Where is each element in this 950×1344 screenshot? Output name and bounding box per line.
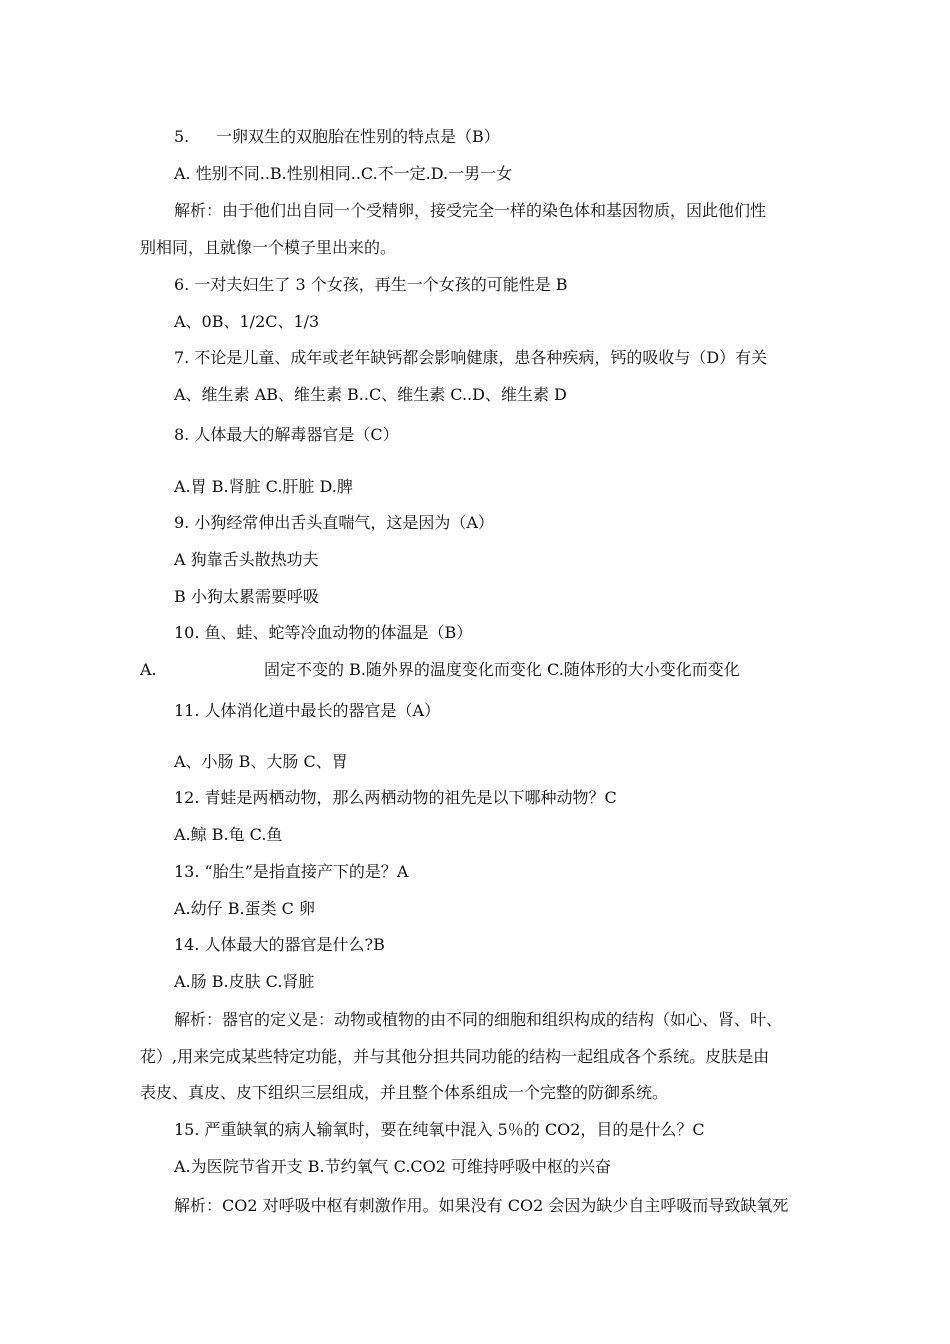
question-15-analysis: 解析：CO2 对呼吸中枢有刺激作用。如果没有 CO2 会因为缺少自主呼吸而导致缺氧死	[174, 1196, 789, 1215]
question-10-options	[140, 660, 740, 680]
question-9-option-a: A 狗靠舌头散热功夫	[174, 550, 319, 569]
question-13-options: A.幼仔 B.蛋类 C 卵	[174, 899, 315, 918]
question-14-analysis-cont-1: 花）,用来完成某些特定功能，并与其他分担共同功能的结构一起组成各个系统。皮肤是由	[140, 1047, 770, 1066]
question-5	[174, 127, 500, 147]
question-5-analysis-cont: 别相同，且就像一个模子里出来的。	[140, 238, 397, 257]
question-8: 8. 人体最大的解毒器官是（C）	[174, 425, 399, 444]
question-9: 9. 小狗经常伸出舌头直喘气，这是因为（A）	[174, 513, 494, 532]
question-7: 7. 不论是儿童、成年或老年缺钙都会影响健康，患各种疾病，钙的吸收与（D）有关	[174, 348, 768, 367]
option-text: 固定不变的 B.随外界的温度变化而变化 C.随体形的大小变化而变化	[264, 660, 740, 679]
question-text: 一卵双生的双胞胎在性别的特点是（B）	[216, 127, 500, 146]
question-7-options: A、维生素 AB、维生素 B..C、维生素 C..D、维生素 D	[174, 385, 567, 404]
question-15-options: A.为医院节省开支 B.节约氧气 C.CO2 可维持呼吸中枢的兴奋	[174, 1157, 612, 1176]
option-label: A.	[140, 660, 157, 679]
question-12: 12. 青蛙是两栖动物，那么两栖动物的祖先是以下哪种动物？C	[174, 788, 617, 807]
question-10: 10. 鱼、蛙、蛇等冷血动物的体温是（B）	[174, 623, 473, 642]
question-5-options: A. 性别不同..B.性别相同..C.不一定.D.一男一女	[174, 164, 513, 183]
question-14-analysis: 解析：器官的定义是：动物或植物的由不同的细胞和组织构成的结构（如心、肾、叶、	[174, 1010, 783, 1029]
question-number: 5.	[174, 127, 190, 146]
question-6-options: A、0B、1/2C、1/3	[174, 312, 320, 331]
question-5-analysis: 解析：由于他们出自同一个受精卵，接受完全一样的染色体和基因物质，因此他们性	[174, 201, 767, 220]
question-13: 13. “胎生”是指直接产下的是？A	[174, 862, 409, 881]
question-9-option-b: B 小狗太累需要呼吸	[174, 587, 319, 606]
question-11-options: A、小肠 B、大肠 C、胃	[174, 752, 348, 771]
question-14-analysis-cont-2: 表皮、真皮、皮下组织三层组成，并且整个体系组成一个完整的防御系统。	[140, 1083, 669, 1102]
question-11: 11. 人体消化道中最长的器官是（A）	[174, 701, 441, 720]
question-14-options: A.肠 B.皮肤 C.肾脏	[174, 972, 315, 991]
question-6: 6. 一对夫妇生了 3 个女孩，再生一个女孩的可能性是 B	[174, 275, 568, 294]
question-12-options: A.鲸 B.龟 C.鱼	[174, 825, 283, 844]
question-15: 15. 严重缺氧的病人输氧时，要在纯氧中混入 5％的 CO2，目的是什么？C	[174, 1120, 705, 1139]
question-8-options: A.胃 B.肾脏 C.肝脏 D.脾	[174, 477, 353, 496]
question-14: 14. 人体最大的器官是什么?B	[174, 935, 385, 954]
